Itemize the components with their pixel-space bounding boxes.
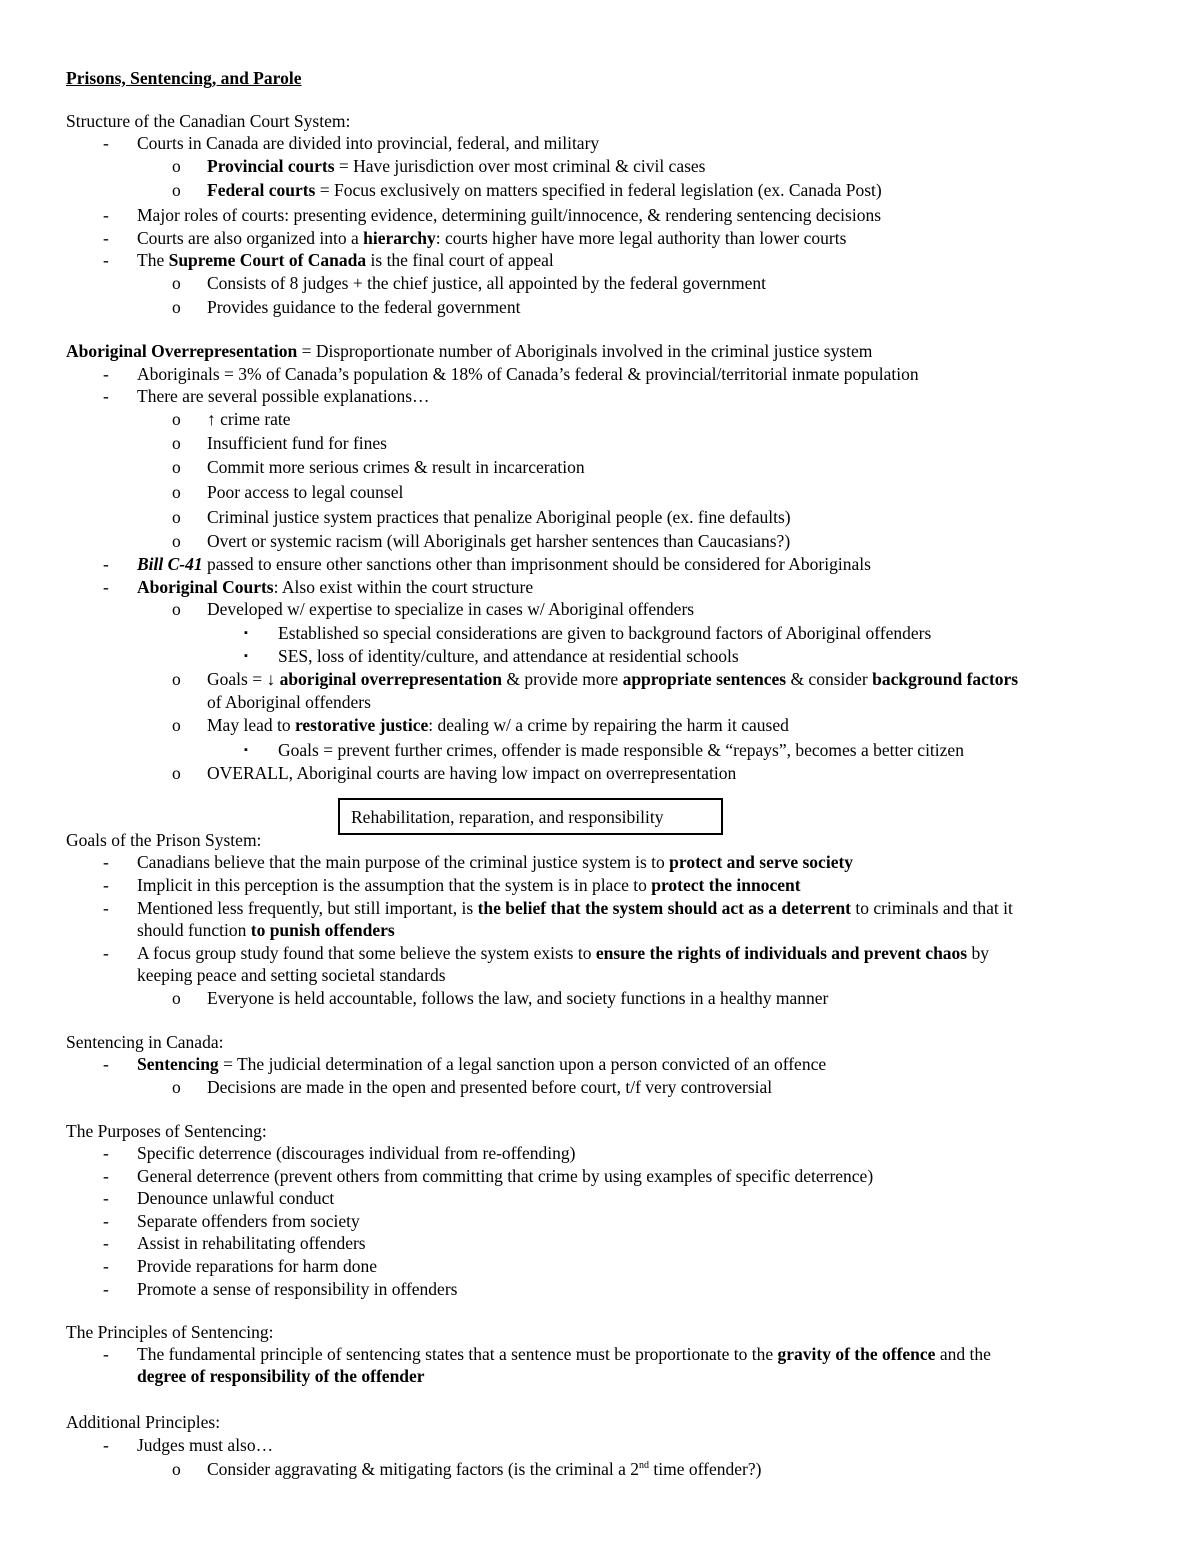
- dash-bullet: -: [103, 1188, 109, 1208]
- dash-bullet: -: [103, 386, 109, 406]
- dash-bullet: -: [103, 1344, 109, 1364]
- list-item: Separate offenders from society: [137, 1211, 360, 1231]
- list-item: Implicit in this perception is the assumption that the system is in place to protect the innocent: [137, 875, 801, 895]
- list-item: Everyone is held accountable, follows the law, and society functions in a healthy manner: [207, 988, 829, 1008]
- circle-bullet: o: [172, 180, 181, 200]
- list-item: Provides guidance to the federal government: [207, 297, 521, 317]
- list-item: Assist in rehabilitating offenders: [137, 1233, 366, 1253]
- list-item: There are several possible explanations…: [137, 386, 430, 406]
- section-heading-additional: Additional Principles:: [66, 1412, 221, 1432]
- list-item: Denounce unlawful conduct: [137, 1188, 335, 1208]
- list-item: General deterrence (prevent others from committing that crime by using examples of specific deterrence): [137, 1166, 874, 1186]
- list-item: Goals = ↓ aboriginal overrepresentation & provide more appropriate sentences & consider background factors: [207, 669, 1019, 689]
- list-item: May lead to restorative justice: dealing w/ a crime by repairing the harm it caused: [207, 715, 789, 735]
- list-item: Consider aggravating & mitigating factors (is the criminal a 2nd time offender?): [207, 1459, 762, 1479]
- list-item: ↑ crime rate: [207, 409, 291, 429]
- list-item: Judges must also…: [137, 1435, 274, 1455]
- section-heading-aboriginal: Aboriginal Overrepresentation = Disproportionate number of Aboriginals involved in the criminal justice system: [66, 341, 873, 361]
- circle-bullet: o: [172, 763, 181, 783]
- list-item: Specific deterrence (discourages individual from re-offending): [137, 1143, 576, 1163]
- list-item: SES, loss of identity/culture, and attendance at residential schools: [278, 646, 739, 666]
- list-item: Aboriginal Courts: Also exist within the court structure: [137, 577, 534, 597]
- list-item: Commit more serious crimes & result in incarceration: [207, 457, 585, 477]
- list-item: Provincial courts = Have jurisdiction over most criminal & civil cases: [207, 156, 706, 176]
- list-item: A focus group study found that some believe the system exists to ensure the rights of individuals and prevent chaos by: [137, 943, 989, 963]
- section-heading-goals: Goals of the Prison System:: [66, 830, 262, 850]
- circle-bullet: o: [172, 715, 181, 735]
- list-item-continued: keeping peace and setting societal standards: [137, 965, 446, 985]
- list-item: Aboriginals = 3% of Canada’s population & 18% of Canada’s federal & provincial/territorial inmate population: [137, 364, 919, 384]
- circle-bullet: o: [172, 297, 181, 317]
- dash-bullet: -: [103, 577, 109, 597]
- list-item: Established so special considerations are given to background factors of Aboriginal offenders: [278, 623, 932, 643]
- dash-bullet: -: [103, 554, 109, 574]
- list-item: Courts in Canada are divided into provincial, federal, and military: [137, 133, 600, 153]
- circle-bullet: o: [172, 531, 181, 551]
- list-item: Decisions are made in the open and presented before court, t/f very controversial: [207, 1077, 773, 1097]
- dash-bullet: -: [103, 852, 109, 872]
- circle-bullet: o: [172, 433, 181, 453]
- list-item: Canadians believe that the main purpose of the criminal justice system is to protect and serve society: [137, 852, 854, 872]
- list-item: Consists of 8 judges + the chief justice, all appointed by the federal government: [207, 273, 767, 293]
- list-item-continued: of Aboriginal offenders: [207, 692, 371, 712]
- square-bullet: ▪: [244, 744, 248, 756]
- dash-bullet: -: [103, 943, 109, 963]
- dash-bullet: -: [103, 1211, 109, 1231]
- circle-bullet: o: [172, 482, 181, 502]
- dash-bullet: -: [103, 133, 109, 153]
- dash-bullet: -: [103, 1054, 109, 1074]
- circle-bullet: o: [172, 1459, 181, 1479]
- circle-bullet: o: [172, 507, 181, 527]
- dash-bullet: -: [103, 364, 109, 384]
- list-item: Insufficient fund for fines: [207, 433, 387, 453]
- circle-bullet: o: [172, 669, 181, 689]
- circle-bullet: o: [172, 1077, 181, 1097]
- circle-bullet: o: [172, 599, 181, 619]
- callout-box: Rehabilitation, reparation, and responsibility: [338, 798, 723, 835]
- list-item: Overt or systemic racism (will Aboriginals get harsher sentences than Caucasians?): [207, 531, 791, 551]
- list-item: Major roles of courts: presenting evidence, determining guilt/innocence, & rendering sentencing decisions: [137, 205, 882, 225]
- circle-bullet: o: [172, 273, 181, 293]
- list-item: Bill C-41 passed to ensure other sanctions other than imprisonment should be considered for Aboriginals: [137, 554, 871, 574]
- list-item: Poor access to legal counsel: [207, 482, 404, 502]
- list-item-continued: should function to punish offenders: [137, 920, 395, 940]
- list-item: Developed w/ expertise to specialize in cases w/ Aboriginal offenders: [207, 599, 695, 619]
- dash-bullet: -: [103, 250, 109, 270]
- dash-bullet: -: [103, 228, 109, 248]
- circle-bullet: o: [172, 156, 181, 176]
- list-item: Sentencing = The judicial determination of a legal sanction upon a person convicted of an offence: [137, 1054, 827, 1074]
- section-heading-court: Structure of the Canadian Court System:: [66, 111, 351, 131]
- dash-bullet: -: [103, 1256, 109, 1276]
- list-item: Promote a sense of responsibility in offenders: [137, 1279, 458, 1299]
- dash-bullet: -: [103, 1143, 109, 1163]
- dash-bullet: -: [103, 205, 109, 225]
- square-bullet: ▪: [244, 627, 248, 639]
- list-item: Federal courts = Focus exclusively on matters specified in federal legislation (ex. Canada Post): [207, 180, 882, 200]
- circle-bullet: o: [172, 409, 181, 429]
- section-heading-principles: The Principles of Sentencing:: [66, 1322, 274, 1342]
- list-item: Criminal justice system practices that penalize Aboriginal people (ex. fine defaults): [207, 507, 791, 527]
- list-item-continued: degree of responsibility of the offender: [137, 1366, 425, 1386]
- list-item: Courts are also organized into a hierarchy: courts higher have more legal authority than lower courts: [137, 228, 847, 248]
- dash-bullet: -: [103, 1435, 109, 1455]
- dash-bullet: -: [103, 875, 109, 895]
- section-heading-sentencing: Sentencing in Canada:: [66, 1032, 224, 1052]
- dash-bullet: -: [103, 1233, 109, 1253]
- square-bullet: ▪: [244, 650, 248, 662]
- dash-bullet: -: [103, 1279, 109, 1299]
- list-item: Provide reparations for harm done: [137, 1256, 378, 1276]
- document-title: Prisons, Sentencing, and Parole: [66, 68, 302, 88]
- list-item: The fundamental principle of sentencing states that a sentence must be proportionate to the gravity of the offence and the: [137, 1344, 991, 1364]
- dash-bullet: -: [103, 898, 109, 918]
- list-item: The Supreme Court of Canada is the final court of appeal: [137, 250, 554, 270]
- section-heading-purposes: The Purposes of Sentencing:: [66, 1121, 267, 1141]
- circle-bullet: o: [172, 457, 181, 477]
- circle-bullet: o: [172, 988, 181, 1008]
- list-item: Goals = prevent further crimes, offender is made responsible & “repays”, becomes a better citizen: [278, 740, 964, 760]
- dash-bullet: -: [103, 1166, 109, 1186]
- list-item: Mentioned less frequently, but still important, is the belief that the system should act as a deterrent to criminals and that it: [137, 898, 1013, 918]
- list-item: OVERALL, Aboriginal courts are having low impact on overrepresentation: [207, 763, 737, 783]
